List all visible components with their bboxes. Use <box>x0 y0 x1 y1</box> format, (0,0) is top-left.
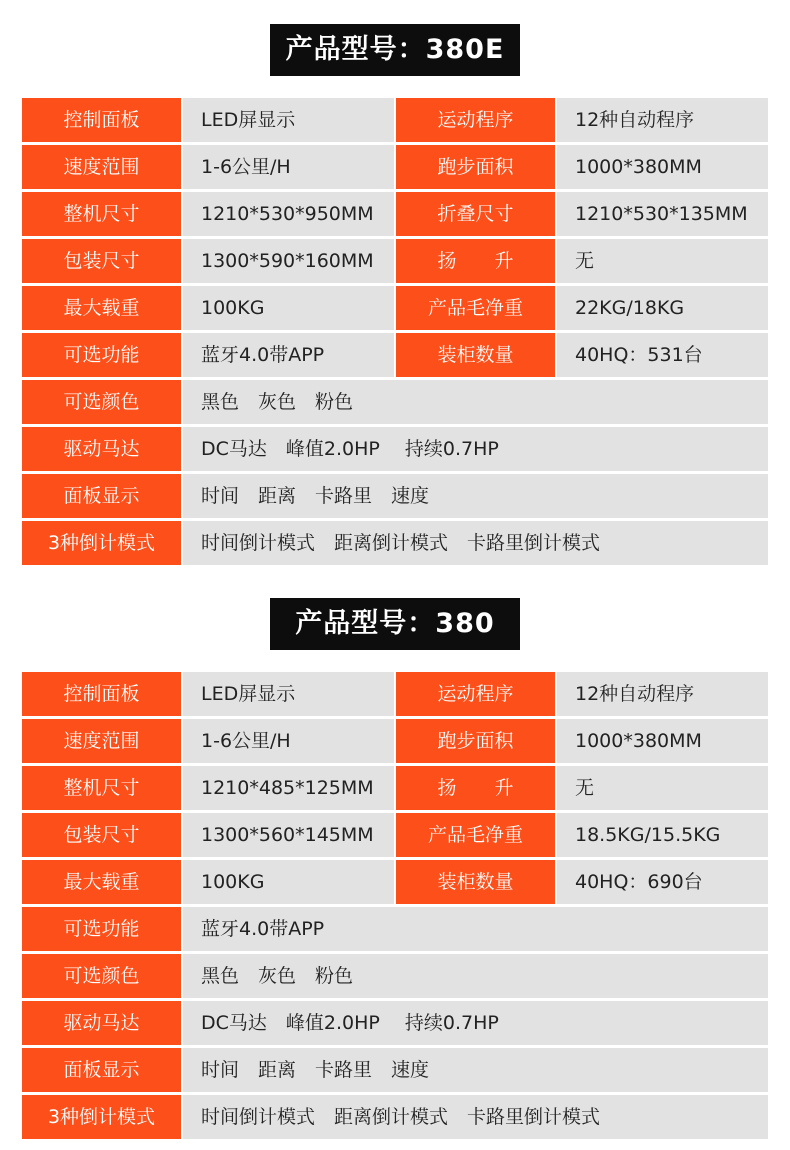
spec-row <box>22 813 768 857</box>
spec-value: 1210*530*950MM <box>183 192 394 236</box>
spec-row <box>22 1095 768 1139</box>
spec-label: 面板显示 <box>22 1048 181 1092</box>
spec-label: 跑步面积 <box>396 719 555 763</box>
spec-value: DC马达 峰值2.0HP 持续0.7HP <box>183 427 768 471</box>
spec-value: 40HQ：690台 <box>557 860 768 904</box>
spec-value: 时间 距离 卡路里 速度 <box>183 1048 768 1092</box>
spec-row <box>22 427 768 471</box>
spec-label: 产品毛净重 <box>396 286 555 330</box>
spec-label: 运动程序 <box>396 98 555 142</box>
spec-label: 3种倒计模式 <box>22 521 181 565</box>
spec-value: 18.5KG/15.5KG <box>557 813 768 857</box>
spec-row <box>22 1048 768 1092</box>
spec-label: 扬 升 <box>396 766 555 810</box>
spec-row <box>22 239 768 283</box>
spec-row <box>22 521 768 565</box>
spec-label: 控制面板 <box>22 98 181 142</box>
spec-row <box>22 719 768 763</box>
spec-row <box>22 333 768 377</box>
spec-label: 最大载重 <box>22 286 181 330</box>
spec-value: 12种自动程序 <box>557 672 768 716</box>
spec-label: 扬 升 <box>396 239 555 283</box>
spec-label: 可选颜色 <box>22 380 181 424</box>
model-title: 产品型号：380E <box>270 24 520 76</box>
spec-label: 面板显示 <box>22 474 181 518</box>
spec-value: 时间 距离 卡路里 速度 <box>183 474 768 518</box>
spec-row <box>22 192 768 236</box>
spec-label: 装柜数量 <box>396 333 555 377</box>
spec-value: 22KG/18KG <box>557 286 768 330</box>
spec-value: 无 <box>557 239 768 283</box>
spec-label: 整机尺寸 <box>22 766 181 810</box>
spec-label: 可选功能 <box>22 333 181 377</box>
spec-label: 速度范围 <box>22 145 181 189</box>
spec-row <box>22 145 768 189</box>
spec-value: 12种自动程序 <box>557 98 768 142</box>
spec-value: 1300*590*160MM <box>183 239 394 283</box>
spec-value: 黑色 灰色 粉色 <box>183 380 768 424</box>
spec-value: 1000*380MM <box>557 145 768 189</box>
spec-label: 可选功能 <box>22 907 181 951</box>
spec-label: 驱动马达 <box>22 1001 181 1045</box>
spec-value: 1210*485*125MM <box>183 766 394 810</box>
spec-value: 100KG <box>183 860 394 904</box>
spec-label: 驱动马达 <box>22 427 181 471</box>
spec-row <box>22 98 768 142</box>
spec-table <box>22 672 768 1142</box>
spec-value: 蓝牙4.0带APP <box>183 907 768 951</box>
spec-label: 速度范围 <box>22 719 181 763</box>
spec-value: 1000*380MM <box>557 719 768 763</box>
spec-value: LED屏显示 <box>183 98 394 142</box>
spec-value: 时间倒计模式 距离倒计模式 卡路里倒计模式 <box>183 1095 768 1139</box>
spec-label: 折叠尺寸 <box>396 192 555 236</box>
spec-row <box>22 380 768 424</box>
spec-label: 整机尺寸 <box>22 192 181 236</box>
spec-row <box>22 474 768 518</box>
spec-label: 运动程序 <box>396 672 555 716</box>
spec-value: 100KG <box>183 286 394 330</box>
model-title: 产品型号：380 <box>270 598 520 650</box>
spec-label: 包装尺寸 <box>22 813 181 857</box>
spec-value: 无 <box>557 766 768 810</box>
spec-value: 1-6公里/H <box>183 719 394 763</box>
spec-value: 1300*560*145MM <box>183 813 394 857</box>
spec-row <box>22 1001 768 1045</box>
spec-value: 1210*530*135MM <box>557 192 768 236</box>
model-section-380 <box>0 598 790 1128</box>
spec-label: 产品毛净重 <box>396 813 555 857</box>
spec-value: 黑色 灰色 粉色 <box>183 954 768 998</box>
spec-row <box>22 907 768 951</box>
spec-value: LED屏显示 <box>183 672 394 716</box>
model-section-380e <box>0 24 790 554</box>
spec-value: 40HQ：531台 <box>557 333 768 377</box>
spec-value: DC马达 峰值2.0HP 持续0.7HP <box>183 1001 768 1045</box>
spec-table <box>22 98 768 568</box>
spec-label: 3种倒计模式 <box>22 1095 181 1139</box>
spec-row <box>22 672 768 716</box>
spec-value: 时间倒计模式 距离倒计模式 卡路里倒计模式 <box>183 521 768 565</box>
spec-label: 控制面板 <box>22 672 181 716</box>
spec-row <box>22 766 768 810</box>
spec-value: 1-6公里/H <box>183 145 394 189</box>
spec-value: 蓝牙4.0带APP <box>183 333 394 377</box>
spec-label: 装柜数量 <box>396 860 555 904</box>
spec-label: 跑步面积 <box>396 145 555 189</box>
spec-label: 可选颜色 <box>22 954 181 998</box>
spec-row <box>22 286 768 330</box>
spec-row <box>22 860 768 904</box>
spec-label: 最大载重 <box>22 860 181 904</box>
spec-label: 包装尺寸 <box>22 239 181 283</box>
spec-row <box>22 954 768 998</box>
